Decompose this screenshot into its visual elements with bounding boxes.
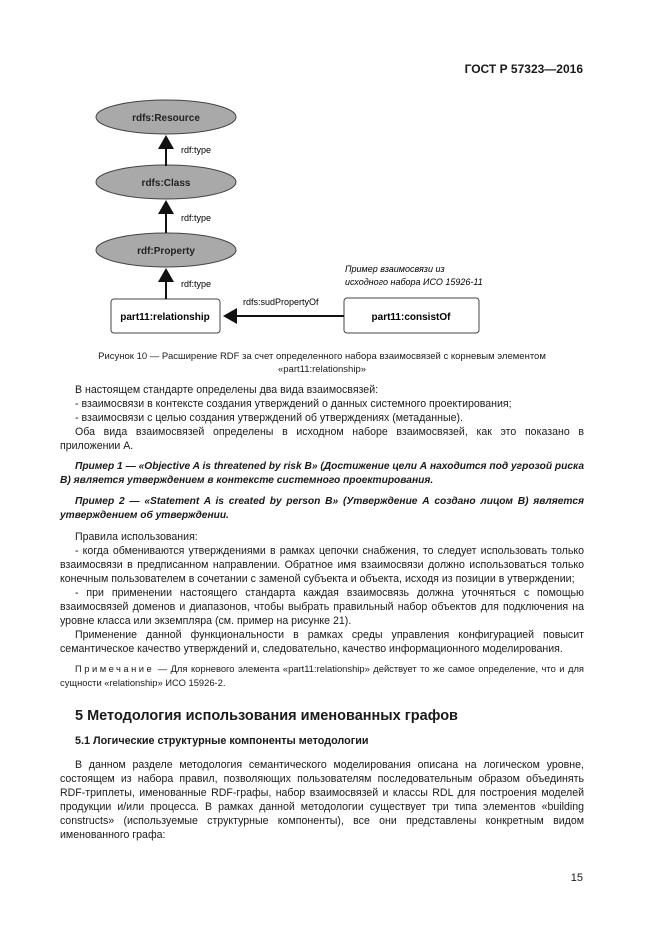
list-item: - когда обмениваются утверждениями в рамках цепочки снабжения, то следует использовать только взаимосвязи в предписанном направлении. Обратное имя взаимосвязи должно использоваться только конечным пользователем в сочетании с заменой субъекта и объекта, исходя из позиции в утверждении; <box>60 545 584 585</box>
example-1: Пример 1 — «Objective A is threatened by risk B» (Достижение цели А находится под угрозой риска В) является утверждением в контексте системного проектирования. <box>60 461 584 486</box>
note-text: — Для корневого элемента «part11:relationship» действует то же самое определение, что и для сущности «relationship» ИСО 15926-2. <box>60 663 584 688</box>
edge-label: rdf:type <box>181 279 212 289</box>
diagram-note: Пример взаимосвязи из <box>345 264 445 274</box>
node-rdfs-class <box>96 165 236 199</box>
edge-label: rdf:type <box>181 213 212 223</box>
paragraph: Оба вида взаимосвязей определены в исходном наборе взаимосвязей, как это показано в приложении А. <box>60 426 584 452</box>
section-text <box>60 758 584 842</box>
caption-line: «part11:relationship» <box>277 364 367 375</box>
node-part11-relationship <box>111 299 220 333</box>
svg-text:rdfs:Class: rdfs:Class <box>141 178 191 189</box>
paragraph: Правила использования: <box>75 531 198 543</box>
svg-text:rdfs:Resource: rdfs:Resource <box>132 113 200 124</box>
subsection-heading: 5.1 Логические структурные компоненты методологии <box>75 735 369 747</box>
rdf-diagram <box>0 0 661 345</box>
node-part11-consistof <box>344 298 479 333</box>
svg-text:part11:relationship: part11:relationship <box>120 312 210 323</box>
note <box>60 662 584 690</box>
svg-text:rdf:Property: rdf:Property <box>137 246 195 257</box>
paragraph: В настоящем стандарте определены два вида взаимосвязей: <box>75 384 379 396</box>
paragraph: В данном разделе методология семантического моделирования описана на логическом уровне, состоящем из набора правил, позволяющих пользователям последовательным образом объединять RDF-триплеты, именованные RDF-графы, набор взаимосвязей и классы RDL для построения моделей продукции и/или процесса. В рамках данной методологии существует три типа элементов «building constructs» (используемые структурные компоненты), все они представлены конкретным видом именованного графа: <box>60 759 584 841</box>
note-label: Примечание <box>75 663 155 674</box>
svg-text:part11:consistOf: part11:consistOf <box>371 312 451 323</box>
node-rdfs-resource <box>96 100 236 134</box>
list-item: - при применении настоящего стандарта каждая взаимосвязь должна уточняться с помощью взаимосвязей доменов и диапазонов, чтобы выбрать правильный набор объектов для подключения на уровне класса или экземпляра (см. пример на рисунке 21). <box>60 587 584 627</box>
list-item: - взаимосвязи в контексте создания утверждений о данных системного проектирования; <box>75 398 512 410</box>
example-2: Пример 2 — «Statement A is created by person B» (Утверждение А создано лицом В) является утверждением об утверждении. <box>60 496 584 521</box>
section-heading: 5 Методология использования именованных графов <box>75 708 458 724</box>
node-rdf-property <box>96 233 236 267</box>
caption-line: Рисунок 10 — Расширение RDF за счет определенного набора взаимосвязей с корневым элементом <box>98 351 546 362</box>
document-id: ГОСТ Р 57323—2016 <box>464 62 583 76</box>
body-text <box>60 383 584 690</box>
figure-caption <box>60 350 584 376</box>
paragraph: Применение данной функциональности в рамках среды управления конфигурацией повысит семантическое качество утверждений и, следовательно, качество информационного моделирования. <box>60 629 584 655</box>
page-number: 15 <box>570 872 583 884</box>
list-item: - взаимосвязи с целью создания утверждений об утверждениях (метаданные). <box>75 412 463 424</box>
edge-label: rdf:type <box>181 145 212 155</box>
edge-label: rdfs:sudPropertyOf <box>243 297 319 307</box>
diagram-note: исходного набора ИСО 15926-11 <box>345 277 483 287</box>
